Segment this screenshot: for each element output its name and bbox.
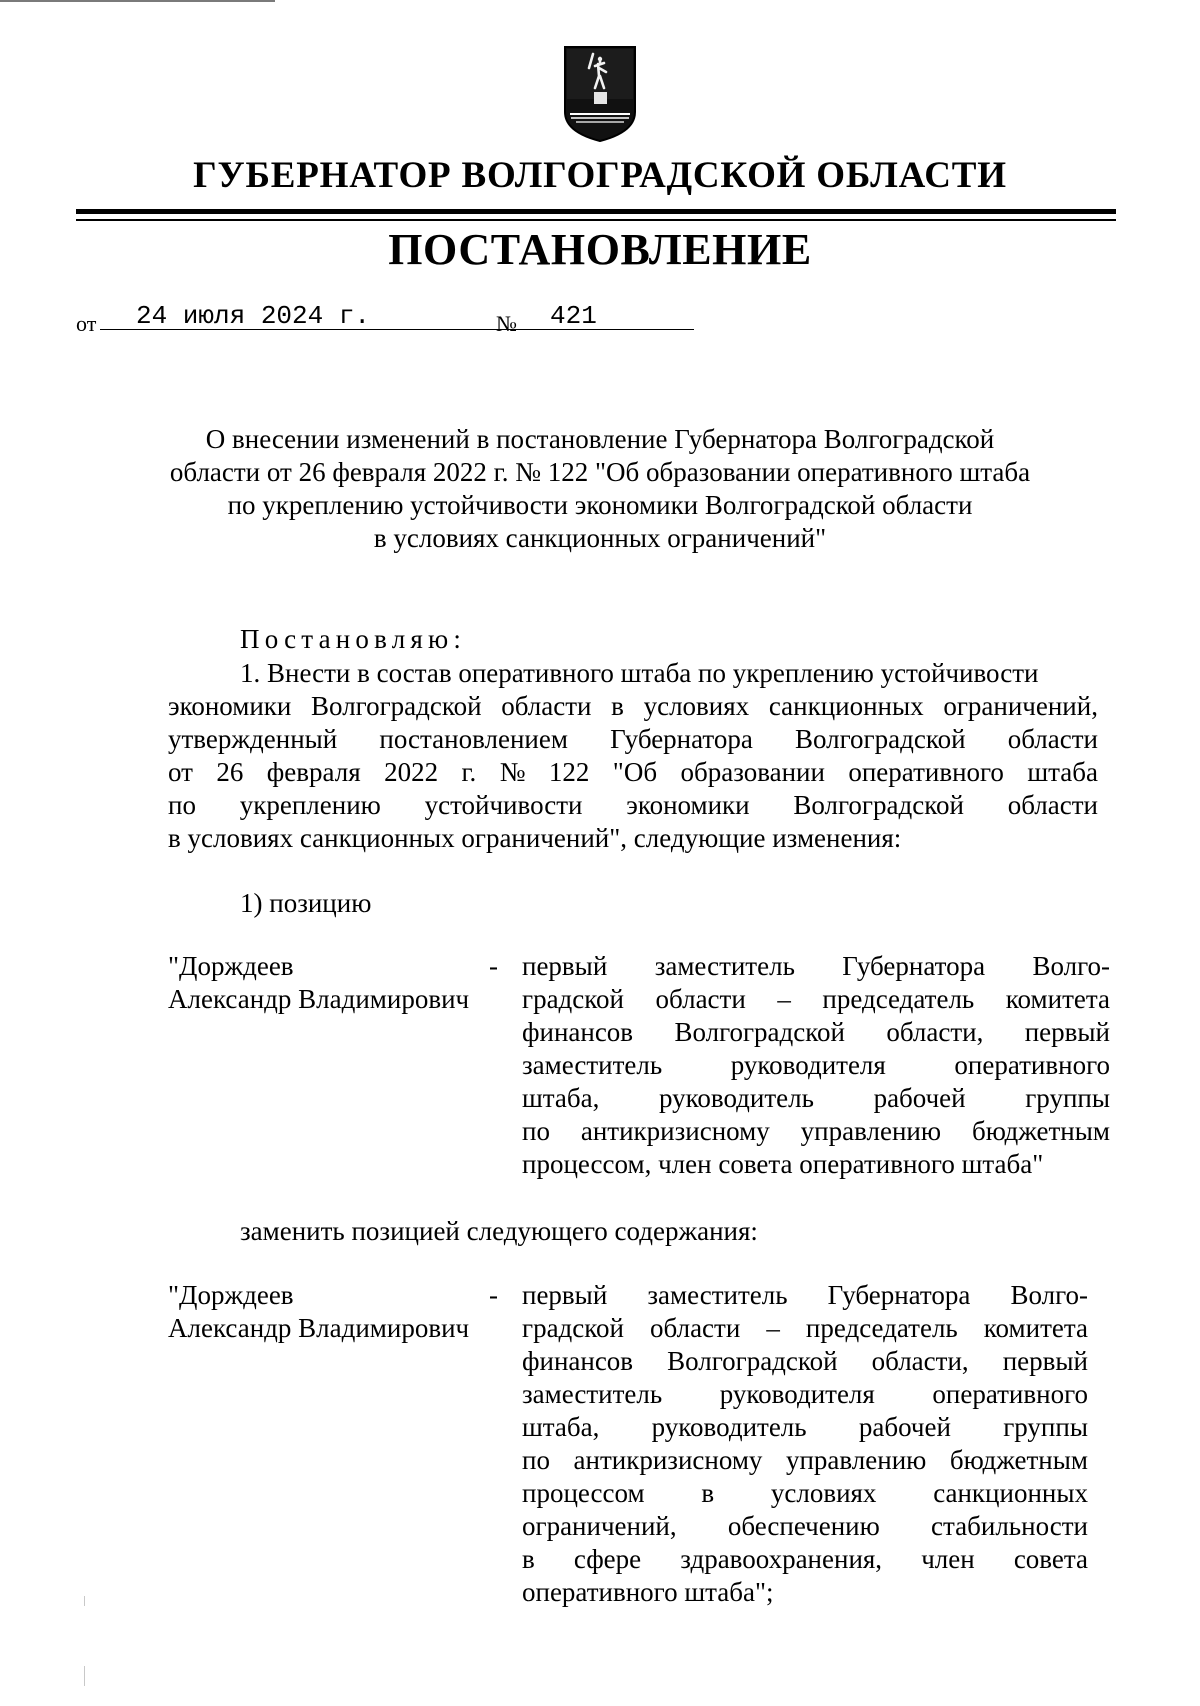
word: комитета	[983, 1313, 1088, 1343]
paragraph-line	[168, 690, 1098, 723]
word: условиях	[770, 1478, 877, 1508]
paragraph-1	[168, 657, 1098, 855]
description-line	[522, 1082, 1110, 1115]
subject-line: О внесении изменений в постановление Губернатора Волгоградской	[205, 424, 995, 454]
description-line	[522, 1312, 1088, 1345]
word: председатель	[822, 984, 975, 1014]
person-name	[168, 950, 498, 1016]
word: условиях	[643, 691, 750, 721]
word: заместитель	[654, 951, 795, 981]
subject-line: по укреплению устойчивости экономики Волгоградской области	[227, 490, 973, 520]
word: 2022	[384, 757, 439, 787]
word: антикризисному	[580, 1116, 770, 1146]
word: обеспечению	[727, 1511, 880, 1541]
description-line	[522, 1115, 1110, 1148]
word: градской	[522, 1313, 624, 1343]
word: –	[777, 984, 791, 1014]
word: финансов	[522, 1017, 634, 1047]
word: Губернатора	[827, 1280, 971, 1310]
word: группы	[1003, 1412, 1088, 1442]
paragraph-line	[168, 723, 1098, 756]
word: сфере	[573, 1544, 642, 1574]
description-line	[522, 1345, 1088, 1378]
description-line	[522, 950, 1110, 983]
word: оперативного	[848, 757, 1004, 787]
word: по	[168, 790, 196, 820]
scan-artifact	[84, 1666, 85, 1686]
word: экономики	[168, 691, 292, 721]
item-1-label: 1) позицию	[240, 888, 372, 918]
word: Губернатора	[610, 724, 753, 754]
number-prefix: №	[496, 311, 517, 336]
replace-instruction: заменить позицией следующего содержания:	[240, 1216, 758, 1246]
word: постановлением	[379, 724, 568, 754]
word: 26	[216, 757, 244, 787]
word: –	[766, 1313, 780, 1343]
word: февраля	[266, 757, 361, 787]
word: рабочей	[873, 1083, 966, 1113]
word: финансов	[522, 1346, 634, 1376]
document-subject	[150, 423, 1050, 555]
word: Волгоградской	[667, 1346, 838, 1376]
subject-line: в условиях санкционных ограничений"	[373, 523, 827, 553]
description-line	[522, 1411, 1088, 1444]
description-line	[522, 1444, 1088, 1477]
word: первый	[1002, 1346, 1088, 1376]
document-date: 24 июля 2024 г.	[136, 301, 371, 331]
word: группы	[1025, 1083, 1110, 1113]
word: рабочей	[858, 1412, 951, 1442]
word: Волгоградской	[674, 1017, 845, 1047]
word: градской	[522, 984, 624, 1014]
paragraph-line: 1. Внести в состав оперативного штаба по укреплению устойчивости	[240, 658, 1039, 688]
coat-of-arms-emblem	[562, 44, 638, 144]
person-surname: "Дорждеев	[168, 951, 294, 981]
description-line	[522, 1049, 1110, 1082]
word: первый	[522, 1280, 608, 1310]
word: "Об	[612, 757, 658, 787]
word: член	[921, 1544, 975, 1574]
word: области	[650, 1313, 741, 1343]
word: штаба	[1027, 757, 1098, 787]
word: руководитель	[659, 1083, 814, 1113]
word: оперативного	[932, 1379, 1088, 1409]
description-line	[522, 1510, 1088, 1543]
word: по	[522, 1116, 550, 1146]
word: области	[1007, 724, 1098, 754]
description-line	[522, 1477, 1088, 1510]
word: заместитель	[522, 1379, 663, 1409]
paragraph-line	[168, 756, 1098, 789]
word: области	[1007, 790, 1098, 820]
document-number: 421	[550, 301, 597, 331]
word: по	[522, 1445, 550, 1475]
word: бюджетным	[971, 1116, 1110, 1146]
person-surname: "Дорждеев	[168, 1280, 294, 1310]
word: совета	[1013, 1544, 1088, 1574]
document-type-title: ПОСТАНОВЛЕНИЕ	[388, 225, 812, 274]
word: в	[611, 691, 624, 721]
description-line	[522, 1279, 1088, 1312]
word: управлению	[785, 1445, 927, 1475]
word: устойчивости	[424, 790, 583, 820]
word: области	[655, 984, 746, 1014]
description-line: процессом, член совета оперативного штаба"	[522, 1149, 1044, 1179]
word: первый	[522, 951, 608, 981]
entry-dash: -	[489, 951, 498, 981]
position-description	[522, 950, 1110, 1181]
description-line	[522, 1016, 1110, 1049]
word: Волго-	[1010, 1280, 1088, 1310]
word: руководителя	[730, 1050, 886, 1080]
word: г.	[461, 757, 477, 787]
position-description	[522, 1279, 1088, 1609]
subject-line: области от 26 февраля 2022 г. № 122 "Об образовании оперативного штаба	[169, 457, 1031, 487]
date-prefix: от	[76, 311, 97, 336]
word: санкционных	[768, 691, 924, 721]
word: Волго-	[1032, 951, 1110, 981]
paragraph-line	[168, 789, 1098, 822]
word: №	[499, 757, 526, 787]
word: ограничений,	[943, 691, 1098, 721]
word: санкционных	[933, 1478, 1088, 1508]
person-given-names: Александр Владимирович	[168, 984, 470, 1014]
word: комитета	[1005, 984, 1110, 1014]
person-name	[168, 1279, 498, 1345]
word: бюджетным	[949, 1445, 1088, 1475]
description-line: оперативного штаба";	[522, 1577, 774, 1607]
word: стабильности	[931, 1511, 1088, 1541]
scan-artifact	[84, 1596, 85, 1606]
word: заместитель	[647, 1280, 788, 1310]
word: утвержденный	[168, 724, 338, 754]
word: Волгоградской	[311, 691, 482, 721]
header-rule-thick	[76, 209, 1116, 214]
authority-title: ГУБЕРНАТОР ВОЛГОГРАДСКОЙ ОБЛАСТИ	[193, 155, 1007, 196]
entry-dash: -	[489, 1280, 498, 1310]
document-date-number-row	[76, 301, 696, 336]
word: управлению	[800, 1116, 942, 1146]
word: оперативного	[954, 1050, 1110, 1080]
word: штаба,	[522, 1412, 600, 1442]
word: области	[501, 691, 592, 721]
word: области,	[886, 1017, 984, 1047]
word: штаба,	[522, 1083, 600, 1113]
word: руководителя	[719, 1379, 875, 1409]
word: укреплению	[239, 790, 381, 820]
word: Губернатора	[842, 951, 986, 981]
word: 122	[548, 757, 590, 787]
header-rule-thin	[76, 219, 1116, 221]
word: заместитель	[522, 1050, 663, 1080]
description-line	[522, 1378, 1088, 1411]
description-line	[522, 983, 1110, 1016]
word: в	[701, 1478, 715, 1508]
scan-edge-line	[0, 0, 275, 2]
word: Волгоградской	[795, 724, 966, 754]
word: экономики	[626, 790, 750, 820]
decree-word: Постановляю:	[240, 624, 467, 654]
word: от	[168, 757, 193, 787]
word: Волгоградской	[793, 790, 964, 820]
word: в	[522, 1544, 535, 1574]
description-line	[522, 1543, 1088, 1576]
word: ограничений,	[522, 1511, 677, 1541]
paragraph-line: в условиях санкционных ограничений", следующие изменения:	[168, 823, 902, 853]
person-given-names: Александр Владимирович	[168, 1313, 470, 1343]
word: антикризисному	[573, 1445, 763, 1475]
word: руководитель	[651, 1412, 807, 1442]
word: здравоохранения,	[680, 1544, 883, 1574]
word: процессом	[522, 1478, 645, 1508]
word: образовании	[680, 757, 825, 787]
word: области,	[871, 1346, 969, 1376]
word: председатель	[805, 1313, 958, 1343]
word: первый	[1024, 1017, 1110, 1047]
